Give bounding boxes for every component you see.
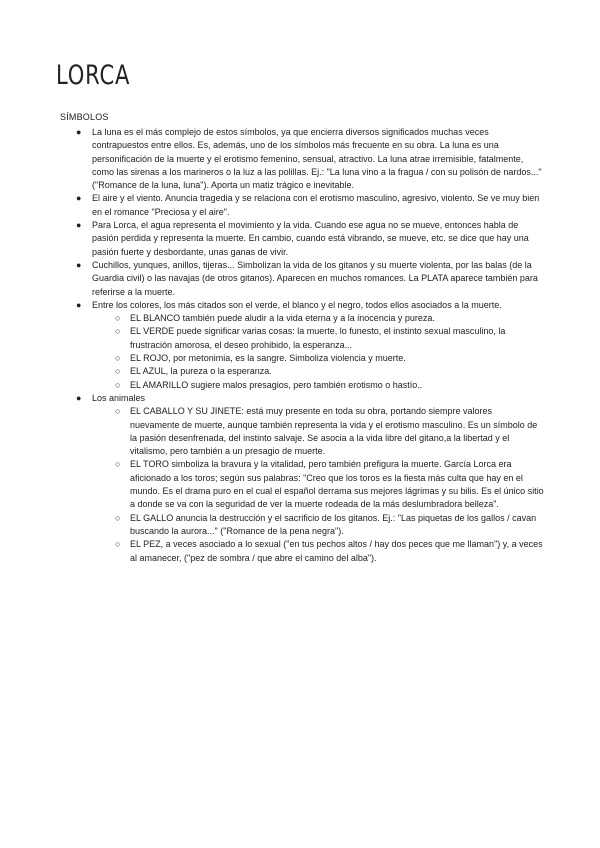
sub-list-item-text: EL AZUL, la pureza o la esperanza.	[130, 366, 272, 377]
sub-list-item	[60, 365, 544, 378]
section-heading: SÍMBOLOS	[60, 112, 109, 122]
sub-bullet-marker: ○	[115, 326, 121, 337]
list-item-text: Los animales	[92, 392, 146, 403]
sub-list-item-text: EL GALLO anuncia la destrucción y el sacrificio de los gitanos. Ej.: "Las piquetas de los gallos / cavan buscando la aurora..." ("Romance de la pena negra").	[130, 512, 537, 536]
bullet-marker: ●	[76, 259, 82, 270]
sub-bullet-marker: ○	[115, 366, 121, 377]
sub-list-item	[60, 538, 544, 565]
list-item-text: El aire y el viento. Anuncia tragedia y se relaciona con el erotismo masculino, agresivo, violento. Se ve muy bien en el romance "Preciosa y el aire".	[92, 193, 540, 217]
sub-list-item-text: EL VERDE puede significar varias cosas: la muerte, lo funesto, el instinto sexual masculino, la frustración amorosa, el deseo prohibido, la esperanza...	[130, 326, 506, 350]
sub-list-item	[60, 312, 544, 325]
sub-bullet-marker: ○	[115, 406, 121, 417]
page-title: LORCA	[56, 60, 131, 91]
sub-bullet-marker: ○	[115, 379, 121, 390]
list-item-text: Cuchillos, yunques, anillos, tijeras... Simbolizan la vida de los gitanos y su muerte violenta, por las balas (de la Guardia civil) o las navajas (de otros gitanos). Aparecen en muchos romances. La PLATA aparece también para referirse a la muerte.	[92, 259, 538, 297]
bullet-marker: ●	[76, 220, 82, 231]
list-item	[60, 259, 544, 299]
list-item	[60, 192, 544, 219]
list-item	[60, 299, 544, 392]
sub-list-item	[60, 325, 544, 352]
bullet-marker: ●	[76, 299, 82, 310]
sub-bullet-marker: ○	[115, 353, 121, 364]
list-item-text: Para Lorca, el agua representa el movimiento y la vida. Cuando ese agua no se mueve, entonces habla de pasión perdida y representa la muerte. En cambio, cuando está vibrando, se mueve, etc. se dice que hay una pasión fuerte y desbordante, unas ganas de vivir.	[92, 220, 529, 257]
sub-bullet-marker: ○	[115, 313, 121, 324]
sub-list-item-text: EL PEZ, a veces asociado a lo sexual ("en tus pechos altos / hay dos peces que me llaman") y, a veces al amanecer, ("pez de sombra / que abre el camino del alba").	[130, 539, 543, 563]
sub-list-item	[60, 512, 544, 539]
sub-list-item-text: EL CABALLO Y SU JINETE: está muy presente en toda su obra, portando siempre valores nuevamente de muerte, aunque también representa la vida y el erotismo masculino. Es un símbolo de la pasión desenfrenada, del instinto salvaje. Se asocia a la vida libre del gitano,a la libertad y el vitalismo, pero también a un presagio de muerte.	[130, 406, 538, 457]
symbols-list	[60, 126, 544, 565]
list-item	[60, 392, 544, 565]
sub-list-item	[60, 405, 544, 458]
sub-list-item	[60, 458, 544, 511]
sub-list-item-text: EL ROJO, por metonimia, es la sangre. Simboliza violencia y muerte.	[130, 353, 406, 364]
sub-bullet-marker: ○	[115, 459, 121, 470]
list-item-text: La luna es el más complejo de estos símbolos, ya que encierra diversos significados muchas veces contrapuestos entre ellos. Es, además, uno de los símbolos más frecuente en su obra. La luna es una personificación de la muerte y el erotismo femenino, sensual, atractivo. La luna atrae irremisible, fatalmente, como las sirenas a los marineros o la luz a las polillas. Ej.: "La luna vino a la fragua / con su polisón de nardos..." ("Romance de la luna, luna"). Aporta un matiz trágico e inevitable.	[92, 127, 542, 191]
sub-list-item	[60, 379, 544, 392]
sub-list-item-text: EL BLANCO también puede aludir a la vida eterna y a la inocencia y pureza.	[130, 313, 435, 324]
bullet-marker: ●	[76, 193, 82, 204]
sub-list-item-text: EL AMARILLO sugiere malos presagios, pero también erotismo o hastío..	[130, 379, 423, 390]
animals-sublist	[60, 405, 544, 565]
list-item	[60, 126, 544, 192]
sub-list-item-text: EL TORO simboliza la bravura y la vitalidad, pero también prefigura la muerte. García Lorca era aficionado a los toros; según sus palabras: "Creo que los toros es la fiesta más culta que hay en el mundo. Es el drama puro en el cual el español derrama sus mejores lágrimas y su bilis. Es el único sitio a donde se va con la seguridad de ver la muerte rodeada de la más deslumbradora belleza".	[130, 459, 544, 510]
bullet-marker: ●	[76, 392, 82, 403]
list-item-text: Entre los colores, los más citados son el verde, el blanco y el negro, todos ellos asociados a la muerte.	[92, 299, 502, 310]
sub-bullet-marker: ○	[115, 512, 121, 523]
list-item	[60, 219, 544, 259]
sub-bullet-marker: ○	[115, 539, 121, 550]
sub-list-item	[60, 352, 544, 365]
colors-sublist	[60, 312, 544, 392]
bullet-marker: ●	[76, 127, 82, 137]
